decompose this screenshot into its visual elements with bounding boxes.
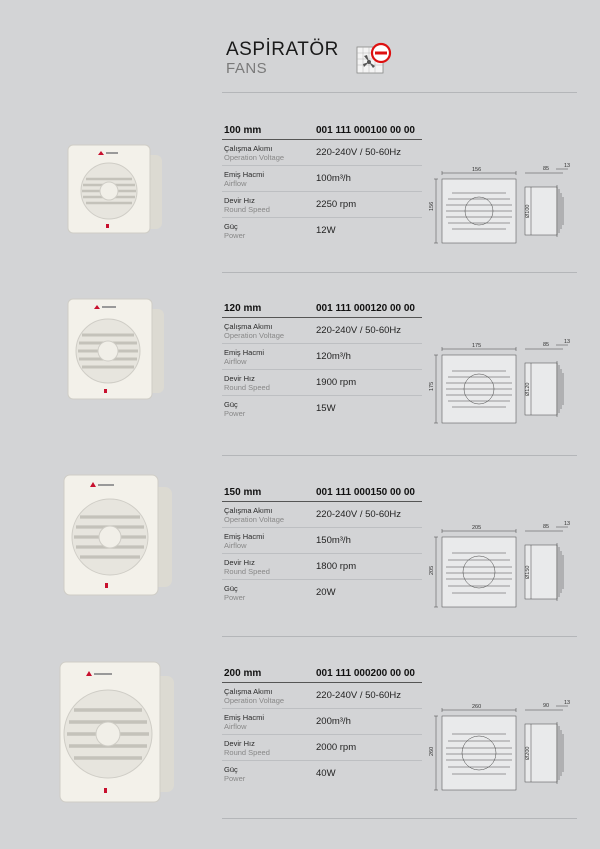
voltage-label-tr: Çalışma Akımı — [224, 505, 273, 515]
power-label-tr: Güç — [224, 221, 238, 231]
spec-row-voltage — [222, 318, 422, 344]
page-subtitle: FANS — [226, 60, 268, 77]
spec-row-airflow — [222, 709, 422, 735]
airflow-value: 150m³/h — [316, 535, 351, 546]
dim-diameter: Ø100 — [525, 204, 531, 218]
voltage-value: 220-240V / 50-60Hz — [316, 509, 402, 520]
section-divider — [222, 636, 577, 637]
dim-depth: 85 — [543, 342, 550, 348]
product-code: 001 111 000100 00 00 — [316, 125, 415, 136]
dim-flange: 13 — [564, 163, 571, 169]
fan-photo — [60, 471, 172, 603]
dim-height: 156 — [429, 201, 435, 211]
technical-drawing — [428, 521, 578, 601]
airflow-value: 100m³/h — [316, 173, 351, 184]
voltage-label-en: Operation Voltage — [224, 152, 285, 162]
spec-row-voltage — [222, 140, 422, 166]
fan-prohibited-icon — [356, 42, 392, 78]
spec-row-speed — [222, 554, 422, 580]
speed-label-tr: Devir Hız — [224, 373, 255, 383]
power-label-tr: Güç — [224, 399, 238, 409]
spec-row-speed — [222, 370, 422, 396]
spec-header — [222, 125, 422, 140]
voltage-label-en: Operation Voltage — [224, 330, 285, 340]
spec-header — [222, 487, 422, 502]
airflow-label-en: Airflow — [224, 540, 247, 550]
speed-value: 2250 rpm — [316, 199, 357, 210]
fan-photo — [64, 295, 164, 407]
speed-value: 2000 rpm — [316, 742, 357, 753]
section-divider — [222, 272, 577, 273]
spec-row-airflow — [222, 528, 422, 554]
power-value: 12W — [316, 225, 336, 236]
spec-row-power — [222, 218, 422, 243]
airflow-label-tr: Emiş Hacmi — [224, 712, 265, 722]
voltage-label-tr: Çalışma Akımı — [224, 686, 273, 696]
voltage-label-en: Operation Voltage — [224, 695, 285, 705]
spec-row-speed — [222, 735, 422, 761]
dim-diameter: Ø150 — [525, 565, 531, 579]
spec-table — [222, 303, 422, 421]
dim-flange: 13 — [564, 700, 571, 706]
airflow-label-tr: Emiş Hacmi — [224, 347, 265, 357]
dim-flange: 13 — [564, 339, 571, 345]
spec-row-power — [222, 761, 422, 786]
power-label-en: Power — [224, 230, 246, 240]
power-label-en: Power — [224, 408, 246, 418]
product-code: 001 111 000120 00 00 — [316, 303, 415, 314]
dim-diameter: Ø200 — [525, 746, 531, 760]
product-code: 001 111 000150 00 00 — [316, 487, 415, 498]
dim-width: 205 — [472, 525, 482, 531]
airflow-label-en: Airflow — [224, 721, 247, 731]
speed-value: 1800 rpm — [316, 561, 357, 572]
product-120mm — [0, 303, 600, 483]
voltage-value: 220-240V / 50-60Hz — [316, 690, 402, 701]
voltage-value: 220-240V / 50-60Hz — [316, 147, 402, 158]
power-value: 15W — [316, 403, 336, 414]
spec-row-airflow — [222, 344, 422, 370]
dim-diameter: Ø120 — [525, 382, 531, 396]
spec-row-power — [222, 580, 422, 605]
power-label-en: Power — [224, 592, 246, 602]
spec-row-voltage — [222, 502, 422, 528]
spec-table — [222, 668, 422, 786]
dim-height: 205 — [429, 565, 435, 575]
airflow-label-tr: Emiş Hacmi — [224, 531, 265, 541]
airflow-value: 200m³/h — [316, 716, 351, 727]
spec-row-power — [222, 396, 422, 421]
voltage-label-tr: Çalışma Akımı — [224, 143, 273, 153]
header-divider — [222, 92, 577, 93]
spec-header — [222, 668, 422, 683]
dim-height: 175 — [429, 381, 435, 391]
spec-table — [222, 125, 422, 243]
product-code: 001 111 000200 00 00 — [316, 668, 415, 679]
dim-depth: 85 — [543, 166, 550, 172]
spec-header — [222, 303, 422, 318]
dim-height: 260 — [429, 746, 435, 756]
product-size: 100 mm — [224, 125, 262, 136]
footer-divider — [222, 818, 577, 819]
technical-drawing — [428, 163, 578, 243]
product-size: 200 mm — [224, 668, 262, 679]
speed-label-tr: Devir Hız — [224, 557, 255, 567]
page-header — [226, 40, 339, 77]
voltage-label-tr: Çalışma Akımı — [224, 321, 273, 331]
dim-depth: 90 — [543, 703, 550, 709]
product-100mm — [0, 125, 600, 305]
product-size: 150 mm — [224, 487, 262, 498]
page-title: ASPİRATÖR — [226, 39, 339, 60]
technical-drawing — [428, 339, 578, 419]
airflow-label-tr: Emiş Hacmi — [224, 169, 265, 179]
product-200mm — [0, 668, 600, 848]
fan-photo — [56, 658, 174, 810]
power-label-en: Power — [224, 773, 246, 783]
spec-row-voltage — [222, 683, 422, 709]
voltage-value: 220-240V / 50-60Hz — [316, 325, 402, 336]
speed-label-en: Round Speed — [224, 204, 270, 214]
dim-width: 260 — [472, 704, 482, 710]
spec-row-speed — [222, 192, 422, 218]
power-value: 40W — [316, 768, 336, 779]
product-size: 120 mm — [224, 303, 262, 314]
dim-width: 156 — [472, 167, 482, 173]
dim-width: 175 — [472, 343, 482, 349]
section-divider — [222, 455, 577, 456]
airflow-label-en: Airflow — [224, 356, 247, 366]
speed-label-en: Round Speed — [224, 382, 270, 392]
speed-value: 1900 rpm — [316, 377, 357, 388]
power-value: 20W — [316, 587, 336, 598]
dim-depth: 85 — [543, 524, 550, 530]
speed-label-tr: Devir Hız — [224, 738, 255, 748]
speed-label-tr: Devir Hız — [224, 195, 255, 205]
speed-label-en: Round Speed — [224, 747, 270, 757]
power-label-tr: Güç — [224, 764, 238, 774]
technical-drawing — [428, 700, 578, 780]
fan-photo — [66, 143, 162, 239]
product-150mm — [0, 487, 600, 667]
power-label-tr: Güç — [224, 583, 238, 593]
speed-label-en: Round Speed — [224, 566, 270, 576]
airflow-label-en: Airflow — [224, 178, 247, 188]
spec-row-airflow — [222, 166, 422, 192]
airflow-value: 120m³/h — [316, 351, 351, 362]
dim-flange: 13 — [564, 521, 571, 527]
voltage-label-en: Operation Voltage — [224, 514, 285, 524]
spec-table — [222, 487, 422, 605]
